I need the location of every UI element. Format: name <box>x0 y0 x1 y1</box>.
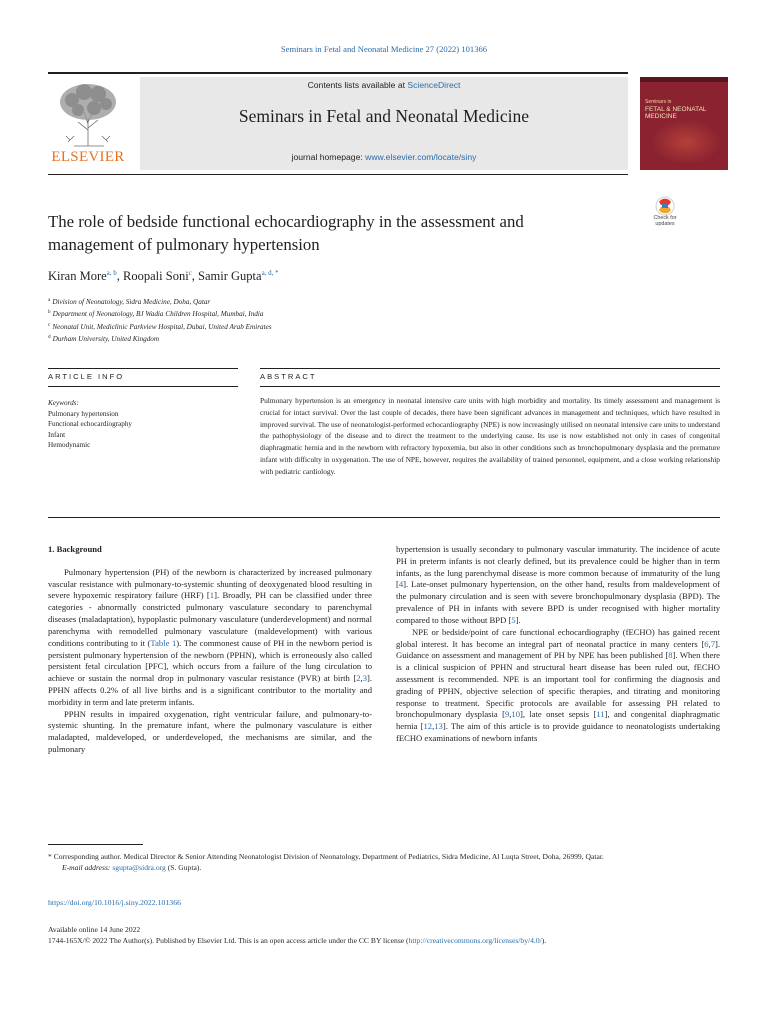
footnote <box>48 851 720 874</box>
text-run: , <box>708 638 711 649</box>
keyword: Pulmonary hypertension <box>48 409 119 418</box>
sciencedirect-link[interactable]: ScienceDirect <box>407 80 461 90</box>
journal-title: Seminars in Fetal and Neonatal Medicine <box>238 106 530 126</box>
abstract-top-rule <box>260 368 720 369</box>
text-run: hypertension is usually secondary to pulmonary vascular immaturity. The incidence of acute PH in preterm infants is not clearly defined, but its prevalence could be higher than in term infants, as the lung parenchymal disease is more common because of immaturity of the lung [ <box>396 544 720 590</box>
author-affil-sup[interactable]: c <box>188 269 192 277</box>
text-run: ]. When there is a clinical suspicion of PPHN and structural heart disease has been ruled out, fECHO assessment is recommended. NPE is an important tool for confirming the diagnosis and grading of PPHN, objective selection of specific therapies, and titrating and monitoring response to treatment. Specific protocols are available for assessing PH related to bronchopulmonary dysplasia [ <box>396 650 720 720</box>
corresponding-author-note: * Corresponding author. Medical Director & Senior Attending Neonatologist Division of Neonatology, Department of Pediatrics, Sidra Medicine, Al Luqta Street, Doha, 26999, Qatar. <box>48 852 604 861</box>
cover-subtitle: Seminars in <box>645 99 672 105</box>
footnote-rule <box>48 844 143 845</box>
affiliation: $^a$ Division of Neonatology, Sidra Medicine, Doha, Qatar <box>48 297 211 306</box>
license-link[interactable]: http://creativecommons.org/licenses/by/4.0/ <box>408 936 542 945</box>
section-divider <box>48 517 720 518</box>
journal-homepage-link[interactable]: www.elsevier.com/locate/siny <box>365 152 477 162</box>
text-run: ]. Guidance on assessment and management of PH by NPE has been published [ <box>396 638 720 661</box>
citation-link[interactable]: 5 <box>511 614 516 625</box>
citation-link[interactable]: 2 <box>356 673 361 684</box>
body-paragraph <box>396 544 720 627</box>
author-name[interactable]: Roopali Soni <box>123 269 189 283</box>
available-online: Available online 14 June 2022 <box>48 925 141 934</box>
text-run: ]. The aim of this article is to provide guidance to neonatologists undertaking fECHO examinations of newborn infants <box>396 721 720 743</box>
affiliations <box>48 295 548 345</box>
text-run: ], late onset sepsis [ <box>519 709 597 720</box>
author-affil-sup[interactable]: a, b <box>106 269 117 277</box>
citation-link[interactable]: 13 <box>434 721 443 732</box>
author-email-link[interactable]: sgupta@sidra.org <box>112 863 166 873</box>
keywords-block <box>48 398 228 451</box>
article-title: The role of bedside functional echocardiography in the assessment and management of pulmonary hypertension <box>48 212 524 254</box>
elsevier-logo[interactable] <box>48 78 128 168</box>
citation-link[interactable]: 7 <box>710 638 715 649</box>
masthead-bottom-rule <box>48 174 628 175</box>
text-run: ]. <box>515 614 521 625</box>
check-updates-icon <box>645 196 685 216</box>
text-run: ]. Broadly, PH can be classified under three categories - abnormally constricted pulmonary vasculature secondary to parenchymal diseases (maladaptation), hypoplastic pulmonary vasculature (underdevelopment) and normal parenchyma with remodelled pulmonary vasculature (maldevelopment) with various conditions contributing to it ( <box>48 590 372 648</box>
citation-link[interactable]: 11 <box>596 709 605 720</box>
homepage-line: journal homepage: www.elsevier.com/locate/siny <box>291 152 477 162</box>
text-run: Pulmonary hypertension (PH) of the newborn is characterized by increased pulmonary vascular resistance with pulmonary-to-systemic shunting of deoxygenated blood resulting in severe hypoxemic respiratory failure (HRF) [ <box>48 566 372 601</box>
license-line: 1744-165X/© 2022 The Author(s). Published by Elsevier Ltd. This is an open access article under the CC BY license (http://creativecommons.org/licenses/by/4.0/). <box>48 936 547 945</box>
keyword: Hemodynamic <box>48 441 91 450</box>
journal-reference[interactable]: Seminars in Fetal and Neonatal Medicine 27 (2022) 101366 <box>280 44 488 54</box>
abstract-text: Pulmonary hypertension is an emergency in neonatal intensive care units with high morbidity and mortality. Its timely assessment and management is crucial for intact survival. Over the last couple of decades, there have been significant advances in management and techniques, which have resulted in improved survival. The use of neonatologist-performed echocardiography (NPE) is now increasingly utilised on neonatal intensive care units to understand the pathophysiology of the disease and to direct the treatment to the underlying cause. Its use is now established not only in cases of congenital diaphragmatic hernia and in the newborn with refractory hypoxemia, but also in other conditions such as bronchopulmonary dysplasia and the premature infant with difficulty in oxygenation. The use of NPE, however, requires the availability of trained personnel, equipment, and a close working relationship with pediatric cardiology. <box>260 396 720 476</box>
author-name[interactable]: Kiran More <box>48 269 107 283</box>
article-info-heading: ARTICLE INFO <box>48 372 125 381</box>
affiliation: $^d$ Durham University, United Kingdom <box>48 334 160 344</box>
authors: Kiran More$^{a, b}$, Roopali Soni$^c$, Samir Gupta$^{a, d, *}$ <box>48 269 279 283</box>
cover-title: FETAL & NEONATAL MEDICINE <box>645 106 707 121</box>
affiliation: $^b$ Department of Neonatology, BJ Wadia Children Hospital, Mumbai, India <box>48 309 264 319</box>
keywords-label: Keywords: <box>48 399 79 407</box>
text-run: NPE or bedside/point of care functional echocardiography (fECHO) has gained recent global interest. It has become an integral part of neonatal practice in many centers [ <box>396 626 720 649</box>
text-run: ). The commonest cause of PH in the newborn period is persistent pulmonary hypertension of the newborn (PPHN), which is erroneously also called persistent fetal circulation [PFC], which occurs from a failure of the lung circulation to achieve or sustain the normal drop in pulmonary vascular resistance (PVR) at birth [ <box>48 637 372 684</box>
journal-cover[interactable] <box>640 77 728 170</box>
body-right-column <box>396 544 720 745</box>
abstract-bottom-rule <box>260 386 720 387</box>
elsevier-wordmark: ELSEVIER <box>51 149 125 165</box>
section-heading: 1. Background <box>48 544 102 554</box>
citation-link[interactable]: 8 <box>668 650 673 661</box>
cover-artwork <box>650 119 722 165</box>
citation-link[interactable]: 10 <box>511 709 520 720</box>
body-paragraph <box>48 709 372 756</box>
text-run: PPHN results in impaired oxygenation, right ventricular failure, and pulmonary-to-systemic shunting. In the premature infant, where the pulmonary vasculature is either maladapted, maldeveloped, or underdeveloped, the mechanisms are similar, and the pulmonary <box>48 708 372 754</box>
check-for-updates-button[interactable]: Check for updates <box>645 196 685 232</box>
affiliation: $^c$ Neonatal Unit, Mediclinic Parkview Hospital, Dubai, United Arab Emirates <box>48 321 272 331</box>
body-paragraph <box>396 627 720 745</box>
keyword: Functional echocardiography <box>48 420 133 429</box>
text-run: , <box>432 721 435 732</box>
text-run: ], and congenital diaphragmatic hernia [ <box>396 709 720 732</box>
text-run: , <box>360 673 363 684</box>
masthead-top-rule <box>48 72 628 74</box>
doi-link[interactable]: https://doi.org/10.1016/j.siny.2022.101366 <box>48 898 181 907</box>
keyword: Infant <box>48 430 66 439</box>
citation-link[interactable]: 3 <box>362 673 367 684</box>
elsevier-tree-icon <box>54 78 122 148</box>
article-info-bottom-rule <box>48 386 238 387</box>
text-run: ]. Late-onset pulmonary hypertension, on the other hand, results from maldevelopment of the pulmonary circulation and is seen with severe bronchopulmonary dysplasia (BPD). The prevalence of PH in infants with severe BPD is under recognised with higher mortality compared to those without BPD [ <box>396 579 720 625</box>
citation-link[interactable]: 6 <box>704 638 709 649</box>
citation-link[interactable]: 4 <box>398 579 404 590</box>
cover-band <box>640 77 728 82</box>
citation-link[interactable]: 9 <box>504 709 510 720</box>
abstract-heading: ABSTRACT <box>260 372 317 381</box>
author-name[interactable]: Samir Gupta <box>198 269 262 283</box>
contents-line: Contents lists available at ScienceDirect <box>307 80 461 90</box>
text-run: , <box>509 709 512 720</box>
article-info-top-rule <box>48 368 238 369</box>
body-left-column <box>48 544 372 756</box>
citation-link[interactable]: 1 <box>209 590 215 601</box>
text-run: ]. PPHN affects 0.2% of all live births and is a significant contributor to the mortality and morbidity in term and late preterm infants. <box>48 673 372 707</box>
body-paragraph <box>48 567 372 709</box>
author-affil-sup[interactable]: a, d, * <box>261 269 279 277</box>
citation-link[interactable]: Table 1 <box>150 637 177 648</box>
email-line: E-mail address: sgupta@sidra.org (S. Gupta). <box>62 863 202 873</box>
citation-link[interactable]: 12 <box>423 721 433 732</box>
